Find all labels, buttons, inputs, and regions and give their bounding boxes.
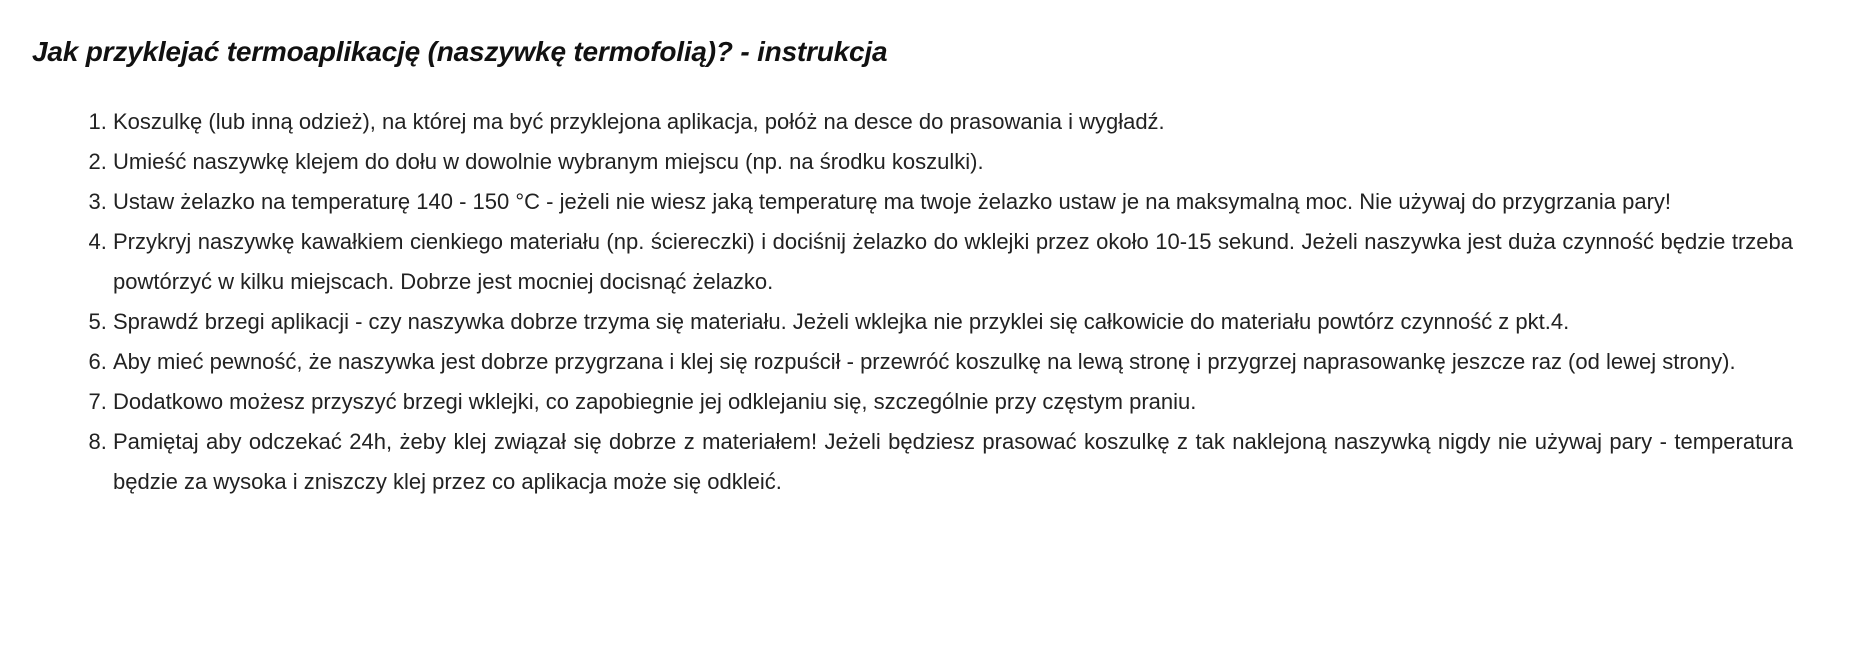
- instructions-list: [113, 102, 1793, 502]
- step-1: 1. Koszulkę (lub inną odzież), na której ma być przyklejona aplikacja, połóż na desce do prasowania i wygładź.: [113, 102, 1793, 142]
- step-7: 7. Dodatkowo możesz przyszyć brzegi wklejki, co zapobiegnie jej odklejaniu się, szczególnie przy częstym praniu.: [113, 382, 1793, 422]
- step-3: 3. Ustaw żelazko na temperaturę 140 - 150 °C - jeżeli nie wiesz jaką temperaturę ma twoje żelazko ustaw je na maksymalną moc. Nie używaj do przygrzania pary!: [113, 182, 1793, 222]
- step-2: 2. Umieść naszywkę klejem do dołu w dowolnie wybranym miejscu (np. na środku koszulki).: [113, 142, 1793, 182]
- step-5: 5. Sprawdź brzegi aplikacji - czy naszywka dobrze trzyma się materiału. Jeżeli wklejka nie przyklei się całkowicie do materiału powtórz czynność z pkt.4.: [113, 302, 1793, 342]
- step-8: 8. Pamiętaj aby odczekać 24h, żeby klej związał się dobrze z materiałem! Jeżeli będziesz prasować koszulkę z tak naklejoną naszywką nigdy nie używaj pary - temperatura będzie za wysoka i zniszczy klej przez co aplikacja może się odkleić.: [113, 422, 1793, 502]
- step-6: 6. Aby mieć pewność, że naszywka jest dobrze przygrzana i klej się rozpuścił - przewróć koszulkę na lewą stronę i przygrzej naprasowankę jeszcze raz (od lewej strony).: [113, 342, 1793, 382]
- step-4: 4. Przykryj naszywkę kawałkiem cienkiego materiału (np. ściereczki) i dociśnij żelazko do wklejki przez około 10-15 sekund. Jeżeli naszywka jest duża czynność będzie trzeba powtórzyć w kilku miejscach. Dobrze jest mocniej docisnąć żelazko.: [113, 222, 1793, 302]
- instructions-title: Jak przyklejać termoaplikację (naszywkę termofolią)? - instrukcja: [32, 36, 888, 67]
